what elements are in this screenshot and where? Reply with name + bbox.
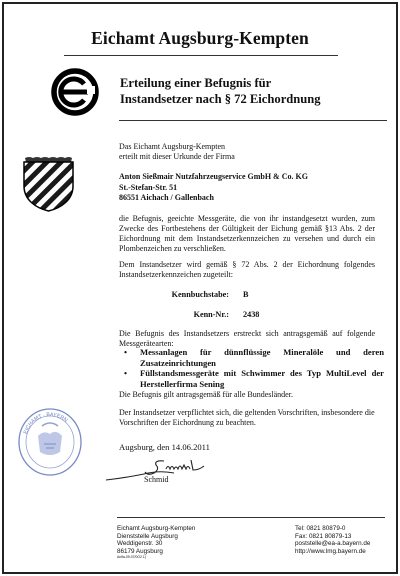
- subject-line-2: Instandsetzer nach § 72 Eichordnung: [120, 92, 321, 106]
- footer-rule: [117, 517, 385, 518]
- footer-website[interactable]: http://www.lmg.bayern.de: [295, 547, 366, 555]
- certificate-subject: [120, 75, 390, 107]
- number-value: 2438: [243, 310, 260, 319]
- certificate-page: [2, 2, 398, 574]
- intro-line-2: erteilt mit dieser Urkunde der Firma: [119, 152, 235, 161]
- footer-email[interactable]: poststelle@ea-a.bayern.de: [295, 540, 371, 548]
- header-rule: [64, 55, 338, 56]
- official-seal-icon: [16, 396, 84, 488]
- intro-line-1: Das Eichamt Augsburg-Kempten: [119, 142, 226, 151]
- footer-form-code: Anlfa-09-07/0G2.1): [117, 555, 146, 560]
- footer-contact: [295, 525, 370, 555]
- footer-branch: Dienststelle Augsburg: [117, 532, 178, 540]
- recipient-address: [119, 172, 375, 204]
- footer-city: 86179 Augsburg: [117, 547, 163, 555]
- seal-text: EICHAMT · BAYERN: [22, 411, 69, 435]
- office-title: Eichamt Augsburg-Kempten: [91, 28, 309, 48]
- recipient-name: Anton Sießmair Nutzfahrzeugservice GmbH & Co. KG: [119, 172, 308, 181]
- eichamt-e-logo-icon: [51, 68, 99, 116]
- footer-phone: Tel: 0821 80879-0: [295, 525, 346, 532]
- footer-street: Weddigenstr. 30: [117, 540, 163, 548]
- footer-fax: Fax: 0821 80879-13: [295, 532, 352, 540]
- list-item: • Füllstandsmessgeräte mit Schwimmer des Typ MultiLevel der Herstellerfirma Sening: [119, 368, 384, 389]
- obligation-paragraph: Der Instandsetzer verpflichtet sich, die geltenden Vorschriften, insbesondere die Vorschriften der Eichordnung zu beachten.: [119, 408, 375, 427]
- place-and-date: Augsburg, den 14.06.2011: [119, 442, 210, 452]
- device-type-list: [119, 347, 384, 389]
- holder-paragraph: Dem Instandsetzer wird gemäß § 72 Abs. 2 der Eichordnung folgendes Instandsetzerkennzeichen zugeteilt:: [119, 260, 375, 279]
- intro-text: [119, 142, 375, 162]
- signer-name: Schmid: [144, 475, 169, 484]
- subject-line-1: Erteilung einer Befugnis für: [120, 76, 272, 90]
- scope-paragraph: Die Befugnis des Instandsetzers erstreckt sich antragsgemäß auf folgende Messgerätearten:: [119, 329, 375, 348]
- footer-address: [117, 525, 195, 559]
- bavarian-coat-of-arms-icon: [21, 156, 76, 212]
- recipient-city: 86551 Aichach / Gallenbach: [119, 193, 214, 202]
- footer-office: Eichamt Augsburg-Kempten: [117, 525, 196, 532]
- recipient-street: St.-Stefan-Str. 51: [119, 182, 178, 192]
- list-item: • Messanlagen für dünnflüssige Mineralöle und deren Zusatzeinrichtungen: [119, 347, 384, 368]
- letter-value: B: [243, 290, 249, 299]
- validity-text: Die Befugnis gilt antragsgemäß für alle Bundesländer.: [119, 390, 293, 399]
- number-label: Kenn-Nr.:: [193, 310, 229, 319]
- letter-label: Kennbuchstabe:: [171, 290, 229, 299]
- subject-rule: [119, 120, 387, 121]
- purpose-paragraph: die Befugnis, geeichte Messgeräte, die von ihr instandgesetzt wurden, zum Zwecke des Fortbestehens der Gültigkeit der Eichung gemäß §13 Abs. 2 der Eichordnung mit dem Instandsetzerkennzeichen zu versehen und durch ein Plombenzeichen zu verschließen.: [119, 214, 375, 253]
